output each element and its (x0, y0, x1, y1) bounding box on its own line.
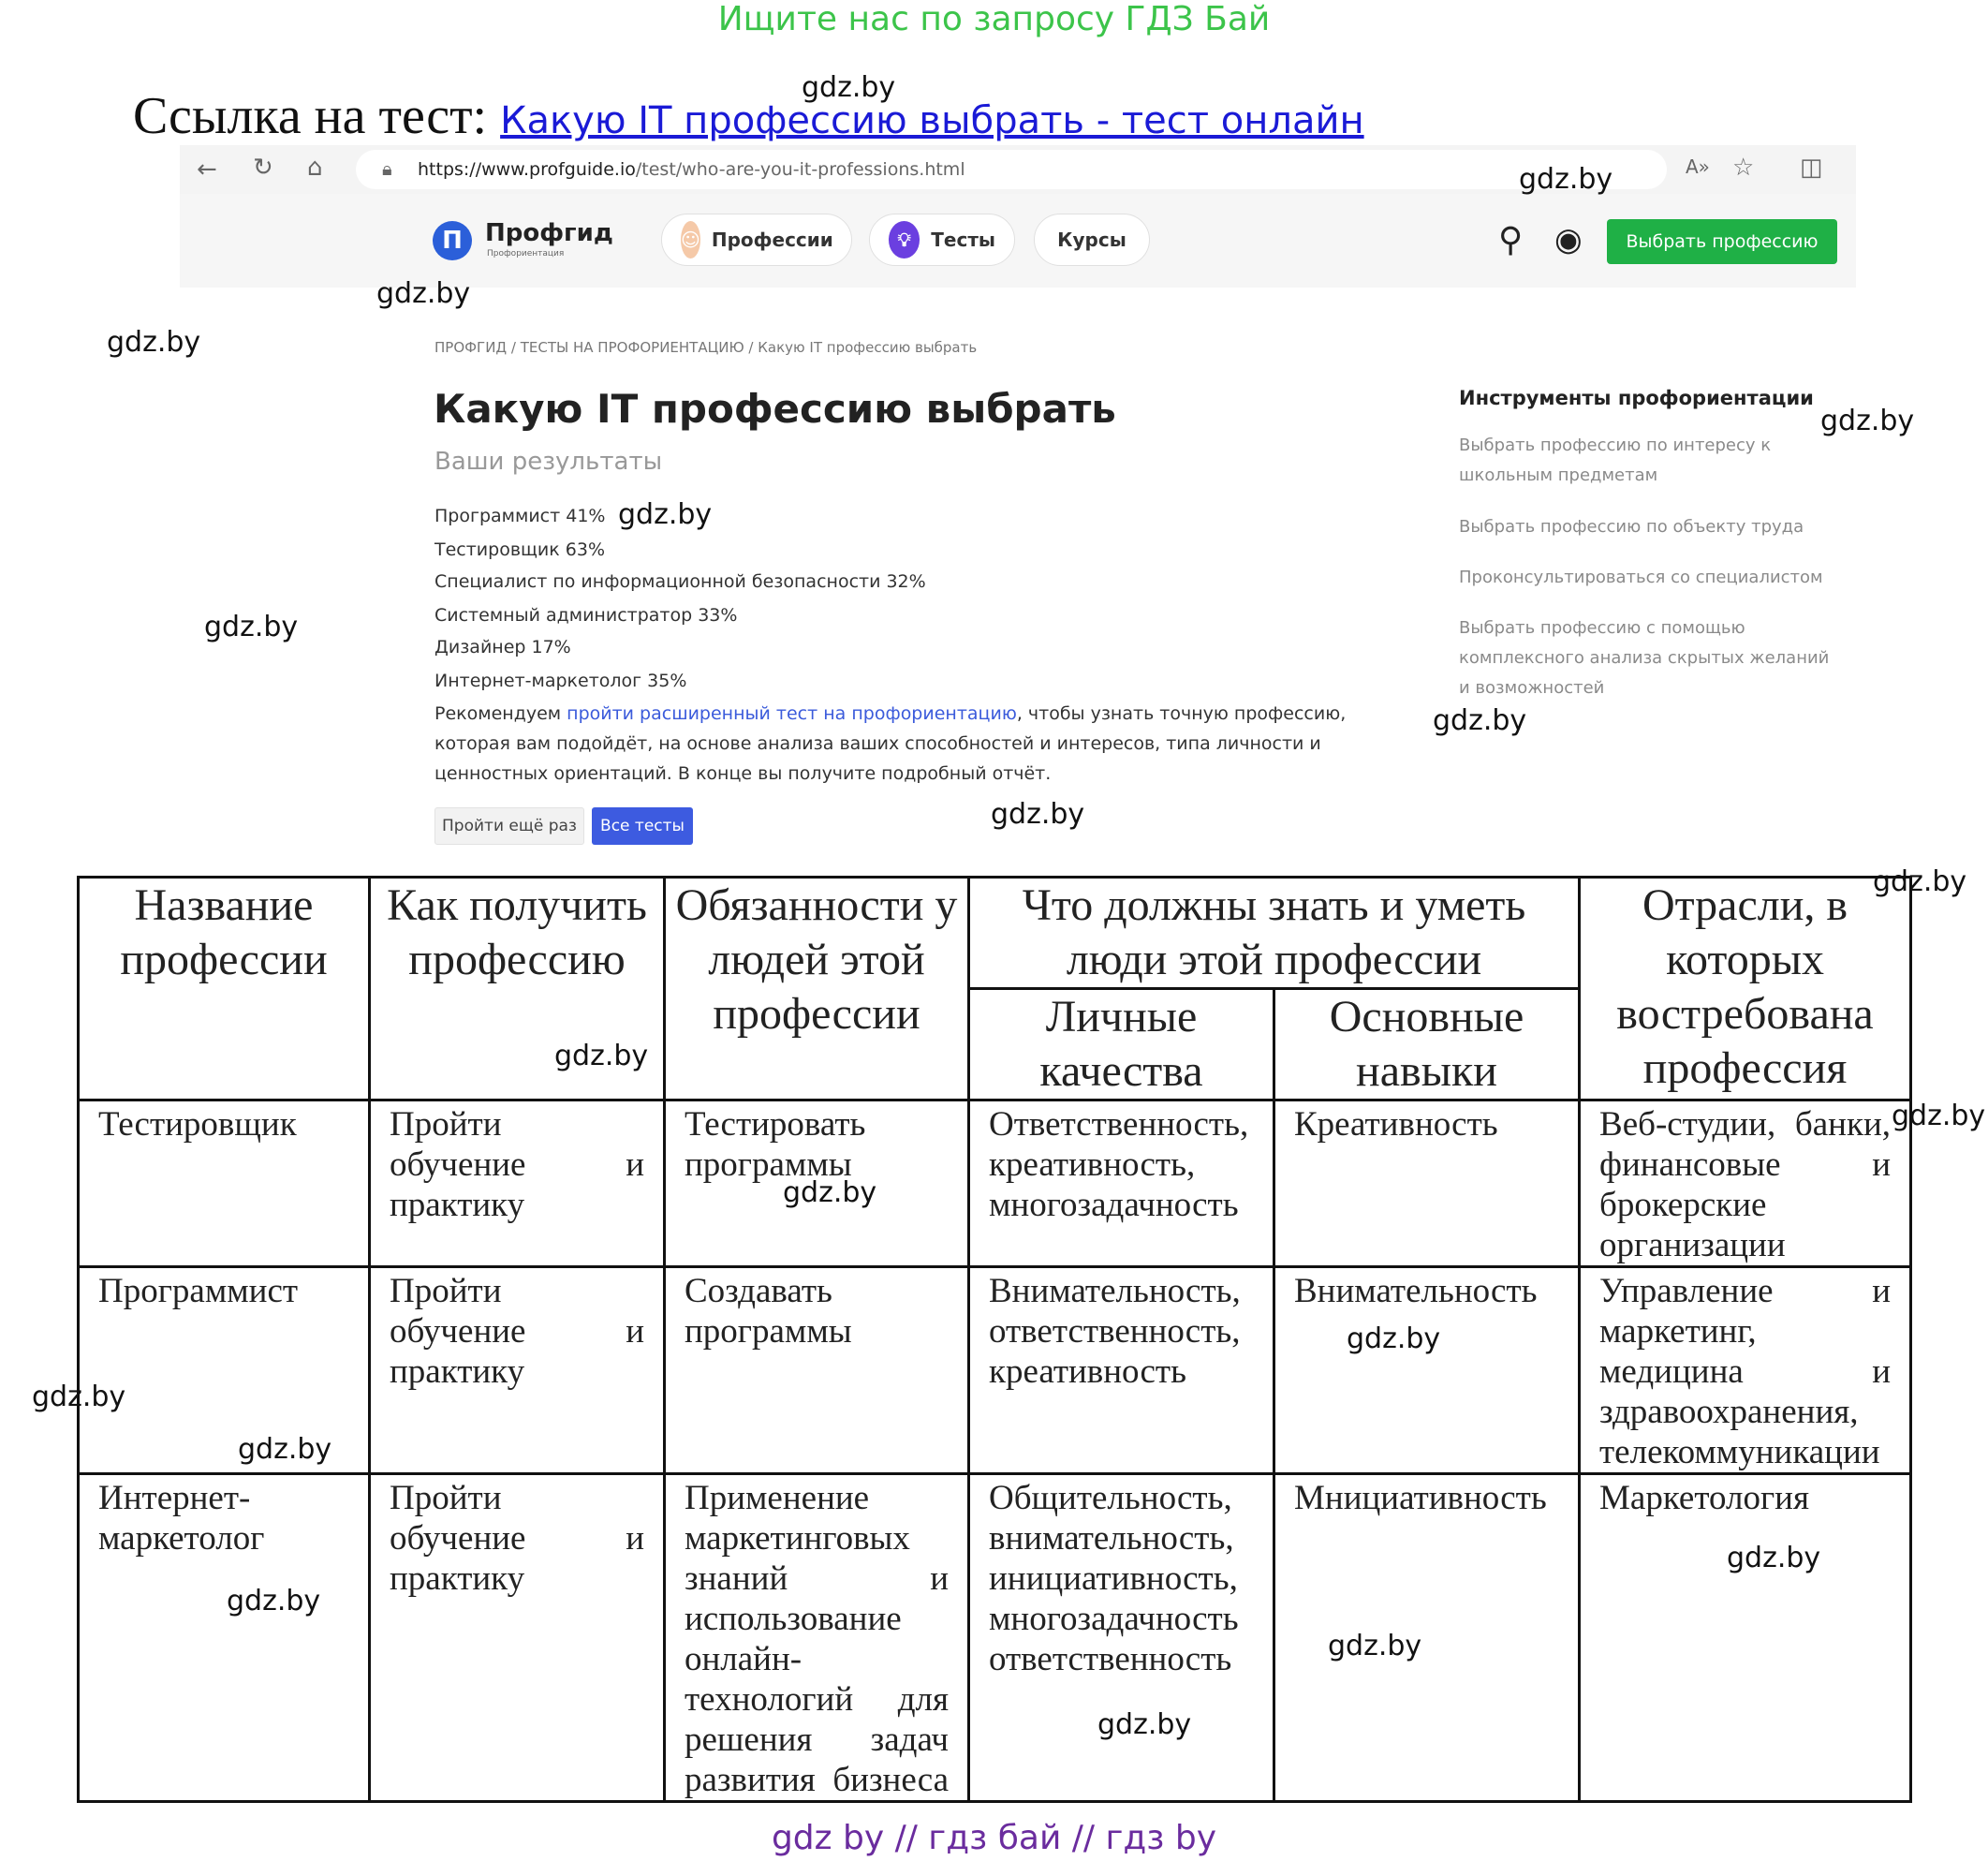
lock-icon: 🔒︎ (382, 157, 392, 180)
watermark: gdz.by (204, 611, 299, 643)
nav-courses[interactable] (1034, 214, 1150, 266)
tools-title: Инструменты профориентации (1459, 387, 1814, 409)
header-skills: Основные навыки (1274, 989, 1580, 1100)
watermark: gdz.by (1820, 405, 1915, 437)
result-tester: Тестировщик 63% (434, 539, 606, 560)
favorite-star-icon[interactable]: ☆ (1732, 154, 1755, 182)
person-icon: ☺ (681, 221, 700, 258)
row1-duties: Тестировать программы (665, 1100, 969, 1267)
row1-industries: Веб-студии, банки, финансовые и брокерские организации (1580, 1100, 1911, 1267)
choose-profession-button[interactable]: Выбрать профессию (1607, 219, 1837, 264)
watermark: gdz.by (32, 1381, 126, 1413)
watermark: gdz.by (238, 1433, 332, 1466)
row2-name: Программист (79, 1267, 370, 1474)
watermark: gdz.by (618, 498, 713, 531)
result-designer: Дизайнер 17% (434, 637, 571, 657)
row3-duties: Применение маркетинговых знаний и использование онлайн-технологий для решения задач развития бизнеса (665, 1474, 969, 1802)
nav-tests[interactable] (869, 214, 1015, 266)
recommend-before: Рекомендуем (434, 703, 567, 724)
tool-link-work-object[interactable]: Выбрать профессию по объекту труда (1459, 517, 1804, 537)
row3-name: Интернет-маркетолог (79, 1474, 370, 1802)
watermark: gdz.by (783, 1176, 877, 1209)
row3-personal: Общительность, внимательность, инициативность, многозадачность ответственность (969, 1474, 1274, 1802)
tool-link-complex-analysis[interactable]: Выбрать профессию с помощью комплексного анализа скрытых желаний и возможностей (1459, 618, 1830, 698)
recommend-after: , чтобы узнать точную профессию, которая вам подойдёт, на основе анализа ваших способностей и интересов, типа личности и ценностных ориентаций. В конце вы получите подробный отчёт. (434, 703, 1347, 784)
header-how: Как получить профессию (370, 878, 665, 1100)
test-link[interactable]: Какую IT профессию выбрать - тест онлайн (500, 99, 1364, 142)
watermark: gdz.by (1347, 1322, 1441, 1355)
watermark: gdz.by (1433, 704, 1527, 737)
watermark: gdz.by (1727, 1542, 1821, 1574)
result-programmer: Программист 41% (434, 506, 606, 526)
professions-table (77, 876, 1912, 1803)
header-personal: Личные качества (969, 989, 1274, 1100)
row3-industries: Маркетология (1580, 1474, 1911, 1802)
watermark: gdz.by (227, 1585, 321, 1617)
home-icon[interactable]: ⌂ (307, 154, 323, 182)
header-know: Что должны знать и уметь люди этой профессии (969, 878, 1580, 989)
nav-professions-label: Профессии (711, 229, 833, 251)
row3-skills: Мнициативность (1274, 1474, 1580, 1802)
all-tests-button[interactable]: Все тесты (592, 807, 693, 845)
page-title: Какую IT профессию выбрать (434, 386, 1116, 432)
top-banner: Ищите нас по запросу ГДЗ Бай (717, 0, 1271, 38)
row3-how: Пройти обучение и практику (370, 1474, 665, 1802)
watermark: gdz.by (107, 326, 201, 359)
tool-link-consult[interactable]: Проконсультироваться со специалистом (1459, 568, 1823, 587)
profguide-logo-icon[interactable]: П (433, 221, 472, 260)
site-header (180, 194, 1856, 288)
lightbulb-icon: 💡︎ (889, 221, 920, 258)
recommendation-text (434, 699, 1427, 789)
logo-subtitle: Профориентация (487, 249, 565, 258)
breadcrumb[interactable]: ПРОФГИД / ТЕСТЫ НА ПРОФОРИЕНТАЦИЮ / Какую IT профессию выбрать (434, 339, 978, 356)
watermark: gdz.by (554, 1040, 649, 1072)
header-name: Название профессии (79, 878, 370, 1100)
result-internet-marketer: Интернет-маркетолог 35% (434, 671, 687, 691)
back-icon[interactable]: ← (197, 155, 217, 184)
row2-duties: Создавать программы (665, 1267, 969, 1474)
nav-professions[interactable] (661, 214, 852, 266)
watermark: gdz.by (1097, 1708, 1192, 1741)
url-text (418, 159, 965, 180)
watermark: gdz.by (802, 71, 896, 104)
tool-link-school-subjects[interactable]: Выбрать профессию по интересу к школьным предметам (1459, 436, 1772, 485)
url-path: /test/who-are-you-it-professions.html (635, 159, 965, 180)
result-security-specialist: Специалист по информационной безопасности 32% (434, 571, 926, 592)
row1-name: Тестировщик (79, 1100, 370, 1267)
nav-tests-label: Тесты (931, 229, 995, 251)
url-host: https://www.profguide.io (418, 159, 636, 180)
row1-how: Пройти обучение и практику (370, 1100, 665, 1267)
footer-banner: gdz by // гдз бай // гдз by (771, 1819, 1217, 1857)
extended-test-link[interactable]: пройти расширенный тест на профориентацию (567, 703, 1017, 724)
row2-industries: Управление и маркетинг, медицина и здравоохранения, телекоммуникации (1580, 1267, 1911, 1474)
header-duties: Обязанности у людей этой профессии (665, 878, 969, 1100)
watermark: gdz.by (1328, 1630, 1422, 1662)
nav-courses-label: Курсы (1057, 229, 1127, 251)
row1-skills: Креативность (1274, 1100, 1580, 1267)
row2-personal: Внимательность, ответственность, креативность (969, 1267, 1274, 1474)
result-sysadmin: Системный администратор 33% (434, 605, 738, 626)
split-screen-icon[interactable]: ◫ (1800, 154, 1823, 182)
watermark: gdz.by (991, 798, 1085, 831)
watermark: gdz.by (1519, 163, 1613, 196)
retry-button[interactable]: Пройти ещё раз (434, 807, 584, 845)
test-link-line (133, 86, 1364, 146)
link-prefix: Ссылка на тест: (133, 87, 488, 145)
row2-how: Пройти обучение и практику (370, 1267, 665, 1474)
watermark: gdz.by (1892, 1100, 1986, 1132)
watermark: gdz.by (1873, 865, 1967, 898)
results-subtitle: Ваши результаты (434, 448, 663, 476)
logo-title[interactable]: Профгид (485, 219, 613, 247)
header-industries: Отрасли, в которых востребована профессия (1580, 878, 1911, 1100)
row2-skills: Внимательность (1274, 1267, 1580, 1474)
search-icon[interactable]: ⚲ (1498, 221, 1524, 259)
row1-personal: Ответственность, креативность, многозадачность (969, 1100, 1274, 1267)
user-account-icon[interactable]: ◉ (1554, 221, 1583, 258)
read-aloud-icon[interactable]: A» (1686, 155, 1710, 178)
reload-icon[interactable]: ↻ (253, 154, 273, 182)
watermark: gdz.by (376, 277, 471, 310)
